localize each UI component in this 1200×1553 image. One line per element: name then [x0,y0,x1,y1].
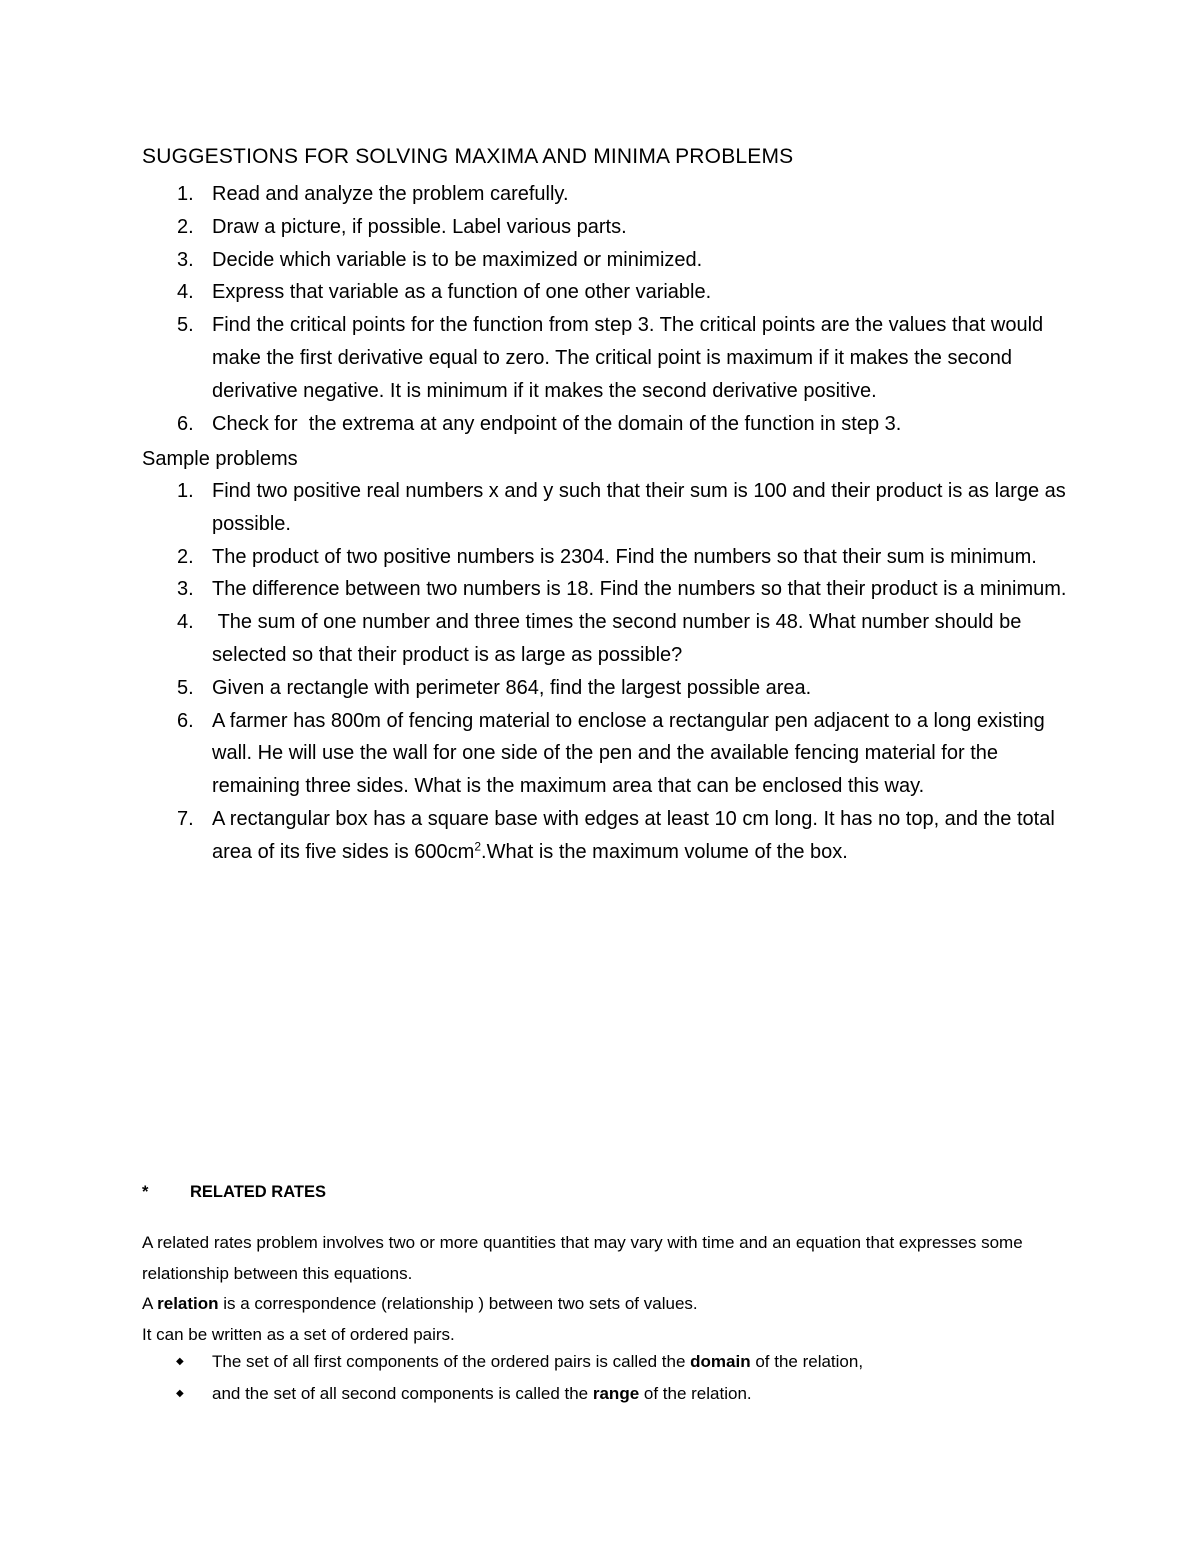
paragraph [142,1289,1102,1320]
item-number: 2. [177,545,194,568]
item-text-tail: .What is the maximum volume of the box. [481,840,848,863]
item-text: Given a rectangle with perimeter 864, find the largest possible area. [212,676,812,699]
item-number: 3. [177,248,194,271]
list-item [142,541,1082,574]
bullet-icon: ◆ [176,1356,184,1367]
bold-term: range [592,1384,640,1403]
bullet-icon: ◆ [176,1388,184,1399]
item-text: The sum of one number and three times the second number is 48. What number should be selected so that their product is as large as possible? [212,611,1027,666]
list-item [142,606,1082,672]
list-item [176,1378,863,1410]
item-text: Find the critical points for the function from step 3. The critical points are the values that would make the first derivative equal to zero. The critical point is maximum if it makes the second derivative negative. It is minimum if it makes the second derivative positive. [212,314,1049,402]
bold-term: relation [157,1294,219,1313]
list-item [142,276,1082,309]
list-item [142,672,1082,705]
text: A [142,1294,158,1313]
item-text: A farmer has 800m of fencing material to enclose a rectangular pen adjacent to a long existing wall. He will use the wall for one side of the pen and the available fencing material for the remaining three sides. What is the maximum area that can be enclosed this way. [212,709,1051,798]
text: of the relation, [750,1352,864,1371]
list-item [142,705,1082,803]
list-item [142,573,1082,606]
list-item [142,211,1082,244]
item-number: 4. [177,281,194,304]
list-item [142,244,1082,277]
bullet-list [176,1346,863,1410]
item-text: Express that variable as a function of one other variable. [212,281,712,304]
item-number: 5. [177,676,194,699]
text: of the relation. [639,1384,752,1403]
text: The set of all first components of the ordered pairs is called the [212,1352,691,1371]
item-number: 1. [177,480,194,502]
item-text [212,1378,752,1410]
list-item [176,1346,863,1378]
related-rates-body [142,1228,1102,1350]
item-text: Read and analyze the problem carefully. [212,183,569,205]
item-text [212,1346,863,1378]
item-text: Decide which variable is to be maximized or minimized. [212,248,703,271]
item-number: 7. [177,807,194,830]
bold-term: domain [690,1352,751,1371]
item-text: The difference between two numbers is 18. Find the numbers so that their product is a minimum. [212,578,1067,601]
page-title: SUGGESTIONS FOR SOLVING MAXIMA AND MINIMA PROBLEMS [142,145,794,168]
sample-problems-heading: Sample problems [142,448,298,470]
item-number: 6. [177,412,194,435]
star-marker: * [142,1183,149,1201]
related-rates-title: RELATED RATES [190,1183,326,1201]
text: and the set of all second components is called the [212,1384,593,1403]
list-item [142,475,1082,541]
item-text: The product of two positive numbers is 2304. Find the numbers so that their sum is minimum. [212,545,1037,568]
item-text: Draw a picture, if possible. Label various parts. [212,215,627,238]
item-text: Find two positive real numbers x and y such that their sum is 100 and their product is as large as possible. [212,480,1072,535]
paragraph: It can be written as a set of ordered pairs. [142,1324,455,1344]
item-number: 5. [177,314,194,337]
item-text-main: A rectangular box has a square base with edges at least 10 cm long. It has no top, and the total area of its five sides is 600cm [212,807,1061,863]
list-item [142,803,1082,869]
paragraph: A related rates problem involves two or more quantities that may vary with time and an equation that expresses some relationship between this equations. [142,1233,1023,1283]
related-rates-heading [142,1183,326,1202]
suggestions-list [142,178,1082,440]
item-text: Check for the extrema at any endpoint of the domain of the function in step 3. [212,412,902,435]
list-item [142,178,1082,211]
item-text [212,803,1082,869]
list-item [142,309,1082,407]
text: is a correspondence (relationship ) between two sets of values. [218,1294,698,1313]
list-item [142,408,1082,441]
sample-problems-list [142,475,1082,869]
superscript: 2 [474,839,482,854]
item-number: 4. [177,611,194,634]
item-number: 1. [177,183,194,205]
item-number: 3. [177,578,194,601]
item-number: 2. [177,215,194,238]
item-number: 6. [177,709,194,732]
